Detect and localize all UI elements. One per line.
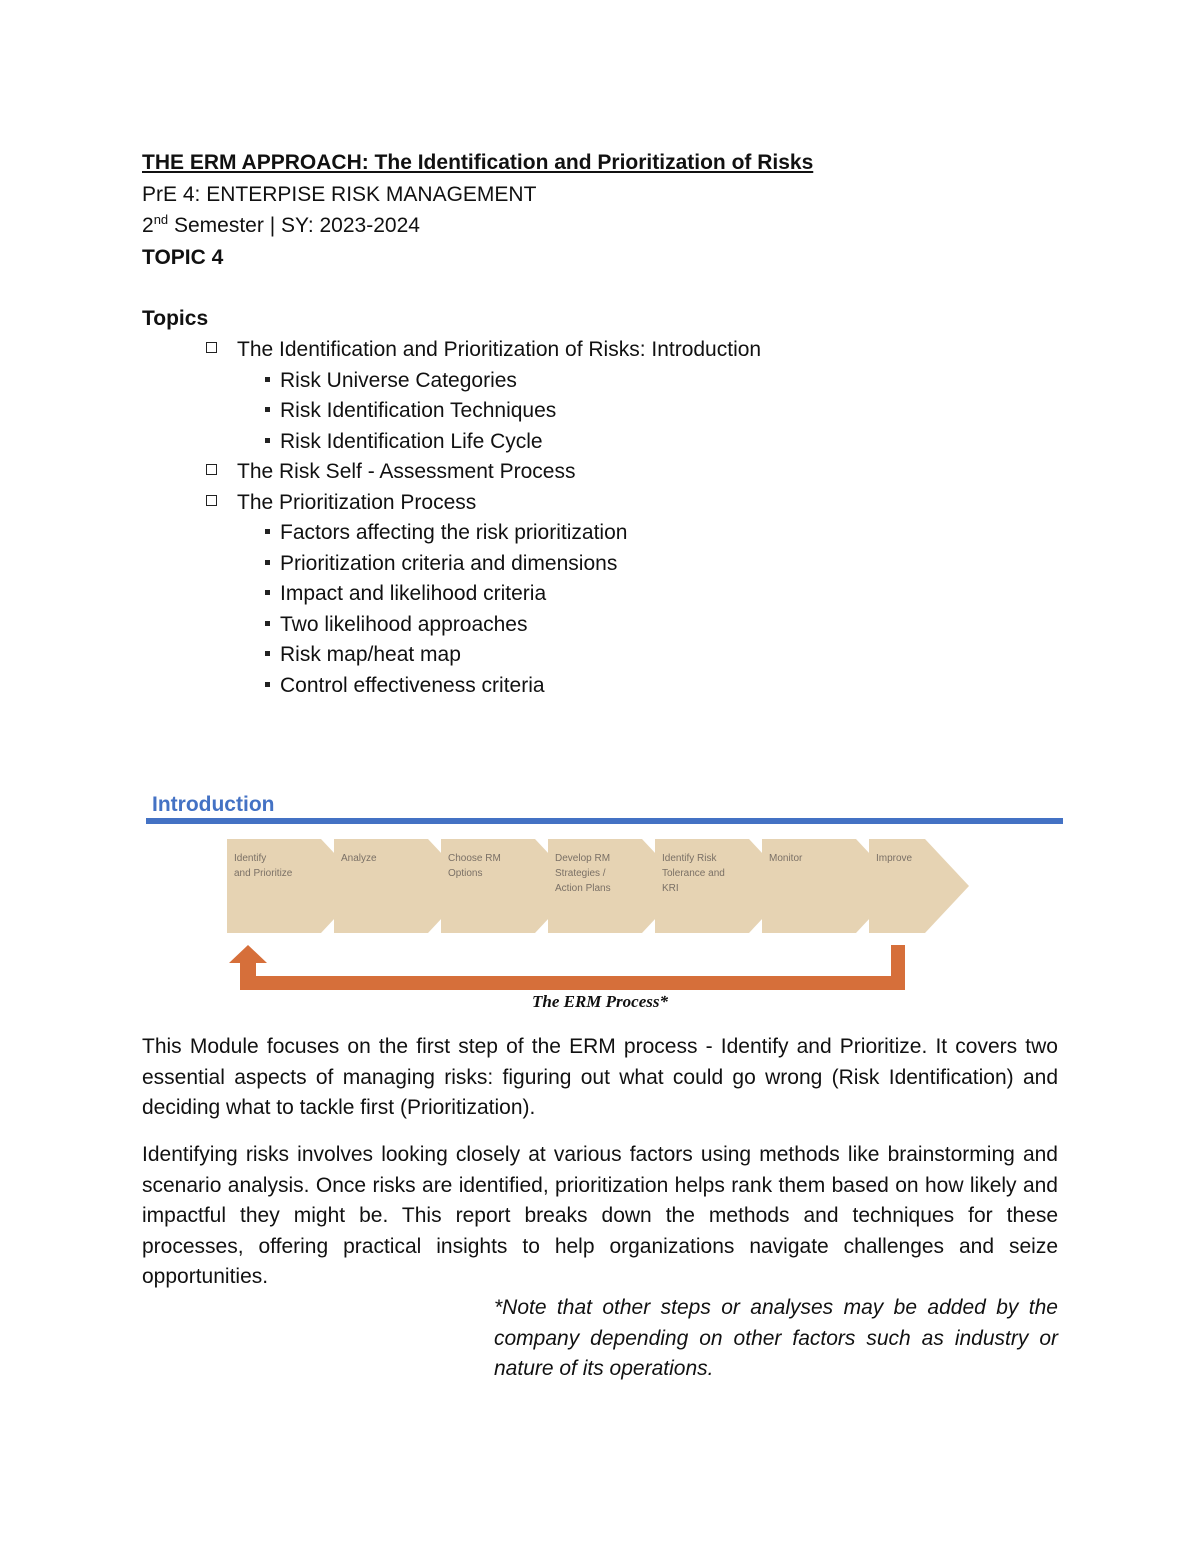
subtopic-label: Risk Identification Life Cycle xyxy=(280,430,543,453)
process-step-label: Identify Risk Tolerance and KRI xyxy=(662,853,725,894)
figure-caption: The ERM Process* xyxy=(532,992,668,1011)
subtopic-label: Impact and likelihood criteria xyxy=(280,582,547,605)
topics-heading: Topics xyxy=(142,307,209,330)
footnote: *Note that other steps or analyses may be added by the company depending on other factors such as industry or nature of its operations. xyxy=(494,1296,1058,1380)
topic-item-label: The Prioritization Process xyxy=(237,491,477,514)
subtopic-label: Prioritization criteria and dimensions xyxy=(280,552,618,575)
feedback-loop-arrow xyxy=(229,945,905,990)
subtopic-label: Control effectiveness criteria xyxy=(280,674,545,697)
subtopic-label: Two likelihood approaches xyxy=(280,613,528,636)
process-step-label: Improve xyxy=(876,853,913,864)
subtopic-label: Factors affecting the risk prioritization xyxy=(280,521,628,544)
course-name: PrE 4: ENTERPISE RISK MANAGEMENT xyxy=(142,183,537,206)
subtopic-label: Risk Identification Techniques xyxy=(280,399,557,422)
topic-item-label: The Risk Self - Assessment Process xyxy=(237,460,576,483)
semester-number: 2 xyxy=(142,214,154,237)
subtopic-label: Risk map/heat map xyxy=(280,643,461,666)
document-title: THE ERM APPROACH: The Identification and Prioritization of Risks xyxy=(142,151,814,174)
body-paragraph: This Module focuses on the first step of the ERM process - Identify and Prioritize. It covers two essential aspects of managing risks: figuring out what could go wrong (Risk Identification) and deciding what to tackle first (Prioritization). xyxy=(142,1035,1058,1119)
process-step-label: Develop RM Strategies / Action Plans xyxy=(555,853,611,894)
process-step-label: Analyze xyxy=(341,853,377,864)
introduction-heading: Introduction xyxy=(152,793,275,816)
semester-suffix: nd xyxy=(153,212,169,227)
process-step-label: Choose RM Options xyxy=(448,853,501,879)
semester-text: Semester | SY: 2023-2024 xyxy=(168,214,420,237)
topic-number: TOPIC 4 xyxy=(142,246,224,269)
process-step-label: Monitor xyxy=(769,853,803,864)
process-step-label: Identify and Prioritize xyxy=(234,853,293,879)
body-paragraph: Identifying risks involves looking closely at various factors using methods like brainstorming and scenario analysis. Once risks are identified, prioritization helps rank them based on how likely and impactful they might be. This report breaks down the methods and techniques for these processes, offering practical insights to help organizations navigate challenges and seize opportunities. xyxy=(142,1143,1058,1288)
topic-item-label: The Identification and Prioritization of Risks: Introduction xyxy=(237,338,762,361)
subtopic-label: Risk Universe Categories xyxy=(280,369,517,392)
